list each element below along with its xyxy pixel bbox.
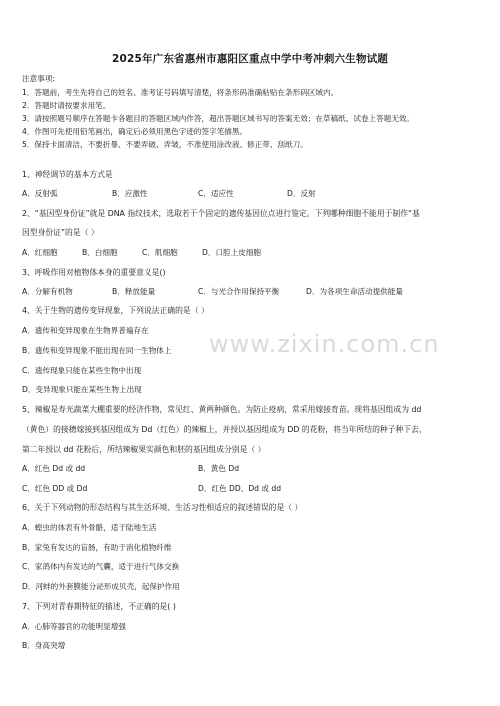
option-a: A．反射弧 [22,189,58,198]
note-item: 2．答题时请按要求用笔。 [22,101,111,110]
option-d: D．变异现象只能在某些生物上出现 [22,385,142,394]
notes-header: 注意事项: [22,74,55,83]
watermark: www.zixin.com.cn [209,330,440,358]
exam-title: 2025年广东省惠州市惠阳区重点中学中考冲刺六生物试题 [111,53,389,65]
option-b: B．遗传和变异现象不能出现在同一生物体上 [22,346,172,355]
option-c: C．肌细胞 [142,248,178,257]
question-6-stem: 6、关于下列动物的形态结构与其生活环境、生活习性相适应的叙述错误的是（ ） [22,503,303,512]
question-2-stem: 2、“基因型身份证”就是 DNA 指纹技术，选取若干个固定的遗传基因位点进行鉴定。下列哪种细胞不能用于制作“基 [22,209,420,218]
option-a: A．红细胞 [22,248,58,257]
option-b: B．家兔有发达的盲肠，有助于消化植物纤维 [22,543,172,552]
question-1-stem: 1、神经调节的基本方式是 [22,170,113,179]
note-item: 4．作图可先使用铅笔画出，确定后必须用黑色字迹的签字笔描黑。 [22,127,248,136]
note-item: 1．答题前，考生先将自己的姓名、准考证号码填写清楚，将条形码准确粘贴在条形码区域内。 [22,88,339,97]
option-a: A．分解有机物 [22,287,73,296]
option-b: B．黄色 Dd [198,464,240,473]
question-5-stem-cont: 第二年授以 dd 花粉后，所结辣椒果实颜色和胚的基因组成分别是（ ） [22,445,266,454]
option-b: B．身高突增 [22,641,66,650]
question-7-stem: 7、下列对青春期特征的描述，不正确的是( ) [22,602,176,611]
option-c: C．适应性 [198,189,234,198]
option-c: C．与光合作用保持平衡 [198,287,280,296]
note-item: 3．请按照题号顺序在答题卡各题目的答题区域内作答，超出答题区域书写的答案无效；在草稿纸、试卷上答题无效。 [22,114,415,123]
question-3-stem: 3、呼吸作用对植物体本身的重要意义是() [22,268,166,277]
option-c: C．遗传现象只能在某些生物中出现 [22,366,142,375]
question-5-stem-cont: （黄色）的接穗嫁接到基因组成为 Dd（红色）的辣椒上，并授以基因组成为 DD 的花粉，将当年所结的种子种下去， [22,425,427,434]
option-d: D．红色 DD、Dd 或 dd [198,484,282,493]
question-5-stem: 5、辣椒是寿光蔬菜大棚重要的经济作物，常见红、黄两种颜色。为防止疫病，常采用嫁接育苗。现将基因组成为 dd [22,405,422,414]
option-c: C．家鸽体内有发达的气囊，适于进行气体交换 [22,562,180,571]
note-item: 5．保持卡面清洁，不要折暴、不要弄破、弄皱，不准使用涂改液、修正带、刮纸刀。 [22,140,308,149]
option-a: A．红色 Dd 或 dd [22,464,86,473]
option-d: D．河蚌的外套膜能分泌形成贝壳，起保护作用 [22,582,180,591]
question-2-stem-cont: 因型身份证”的是（ ） [22,228,99,237]
option-d: D．口腔上皮细胞 [202,248,262,257]
option-a: A．心肺等器官的功能明显增强 [22,622,126,631]
option-c: C．红色 DD 或 Dd [22,484,88,493]
option-b: B．释放能量 [112,287,156,296]
option-b: B．应激性 [112,189,148,198]
option-b: B．白细胞 [82,248,118,257]
option-d: D．反射 [287,189,316,198]
option-d: D．为各项生命活动提供能量 [306,287,403,296]
question-4-stem: 4、关于生物的遗传变异现象，下列说法正确的是（ ） [22,306,209,315]
option-a: A．蝗虫的体表有外骨骼，适于陆地生活 [22,523,157,532]
option-a: A．遗传和变异现象在生物界普遍存在 [22,326,149,335]
